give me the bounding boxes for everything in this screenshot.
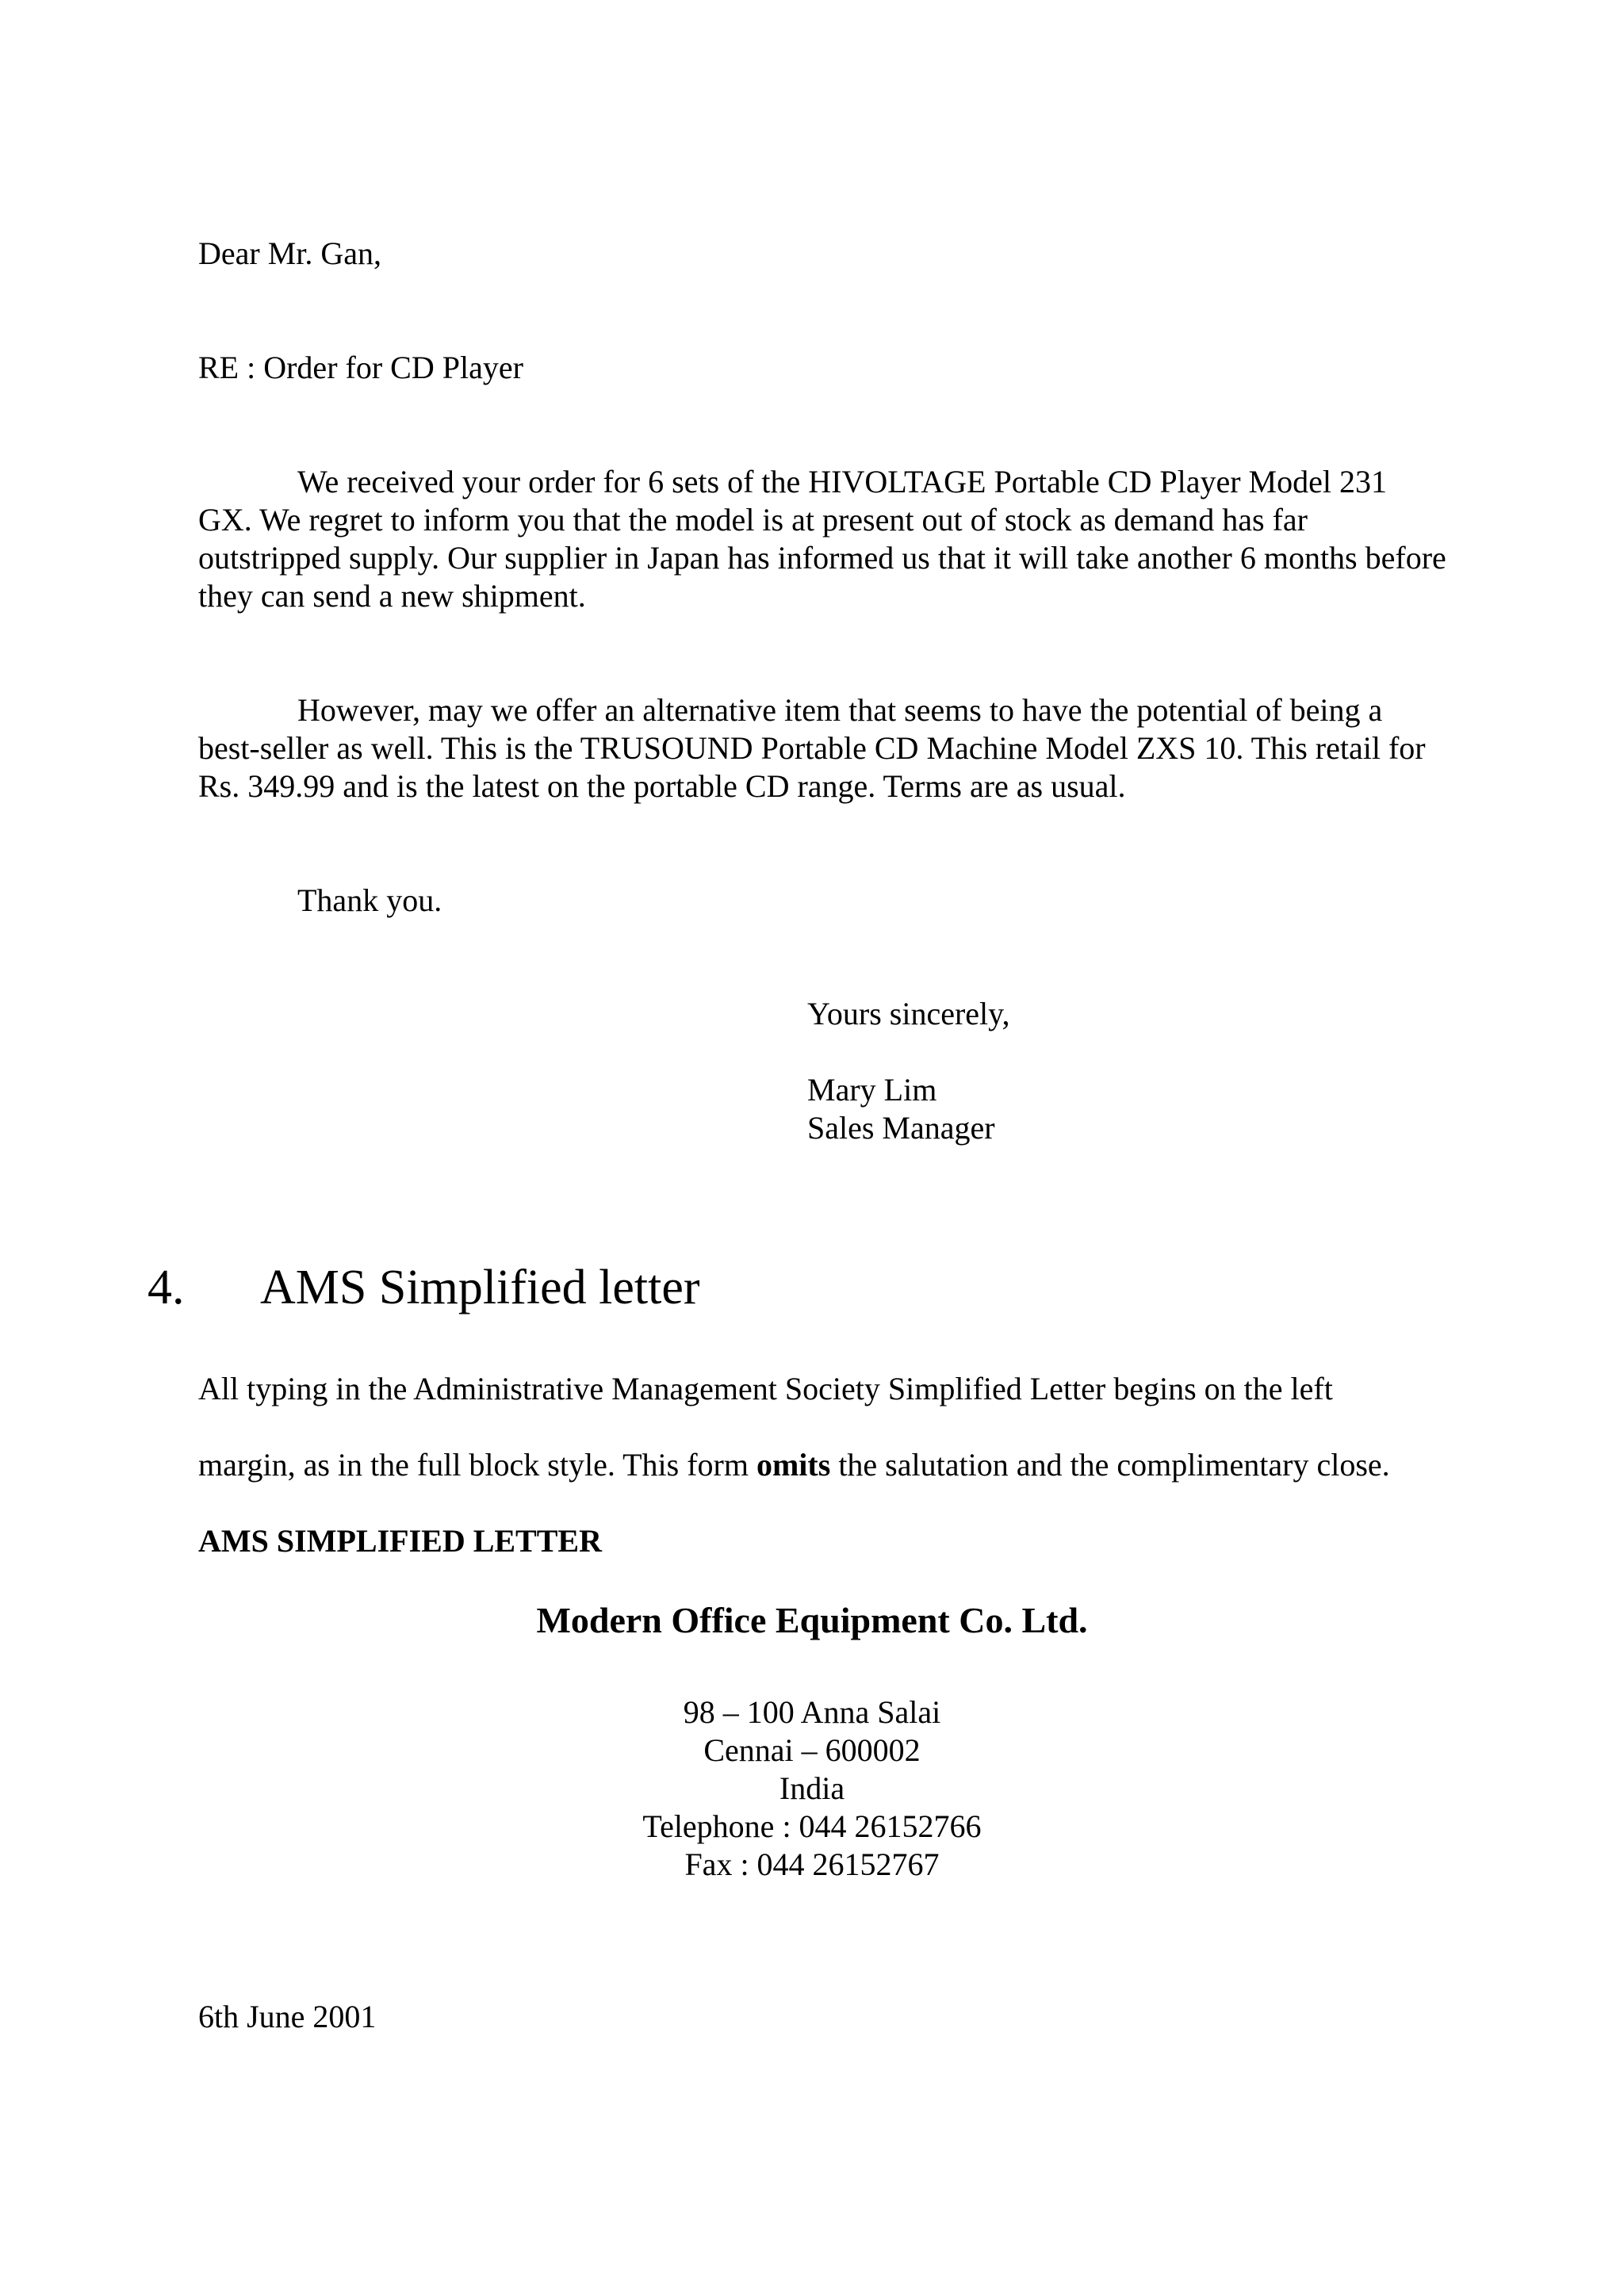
fax: Fax : 044 26152767 [684, 1846, 940, 1882]
section-description-line-2 [198, 1446, 1390, 1484]
signer-name: Mary Lim [807, 1072, 937, 1108]
description-text: margin, as in the full block style. This form [198, 1447, 756, 1483]
body-paragraph-1: We received your order for 6 sets of the HIVOLTAGE Portable CD Player Model 231 GX. We regret to inform you that the model is at present out of stock as demand has far outstripped supply. Our supplier in Japan has informed us that it will take another 6 months before they can send a new shipment. [198, 464, 1446, 614]
description-text-end: the salutation and the complimentary close. [830, 1447, 1390, 1483]
thanks-line: Thank you. [297, 882, 442, 918]
salutation: Dear Mr. Gan, [198, 235, 382, 271]
section-number: 4. [147, 1261, 185, 1314]
address-line-2: Cennai – 600002 [703, 1732, 921, 1768]
telephone: Telephone : 044 26152766 [642, 1808, 982, 1844]
signer-title: Sales Manager [807, 1110, 995, 1146]
company-address-block [0, 1693, 1624, 1884]
address-country: India [779, 1770, 845, 1806]
section-title: AMS Simplified letter [260, 1261, 700, 1314]
subject-line: RE : Order for CD Player [198, 350, 523, 385]
complimentary-close: Yours sincerely, [807, 996, 1010, 1031]
address-line-1: 98 – 100 Anna Salai [683, 1694, 941, 1730]
section-description-line-1: All typing in the Administrative Management Society Simplified Letter begins on the left [198, 1371, 1333, 1406]
emphasis-omits: omits [756, 1447, 831, 1483]
body-paragraph-2: However, may we offer an alternative item that seems to have the potential of being a best-seller as well. This is the TRUSOUND Portable CD Machine Model ZXS 10. This retail for Rs. 349.99 and is the latest on the portable CD range. Terms are as usual. [198, 692, 1426, 804]
company-name: Modern Office Equipment Co. Ltd. [536, 1600, 1088, 1640]
letter-date: 6th June 2001 [198, 1999, 377, 2034]
example-label: AMS SIMPLIFIED LETTER [198, 1523, 602, 1559]
